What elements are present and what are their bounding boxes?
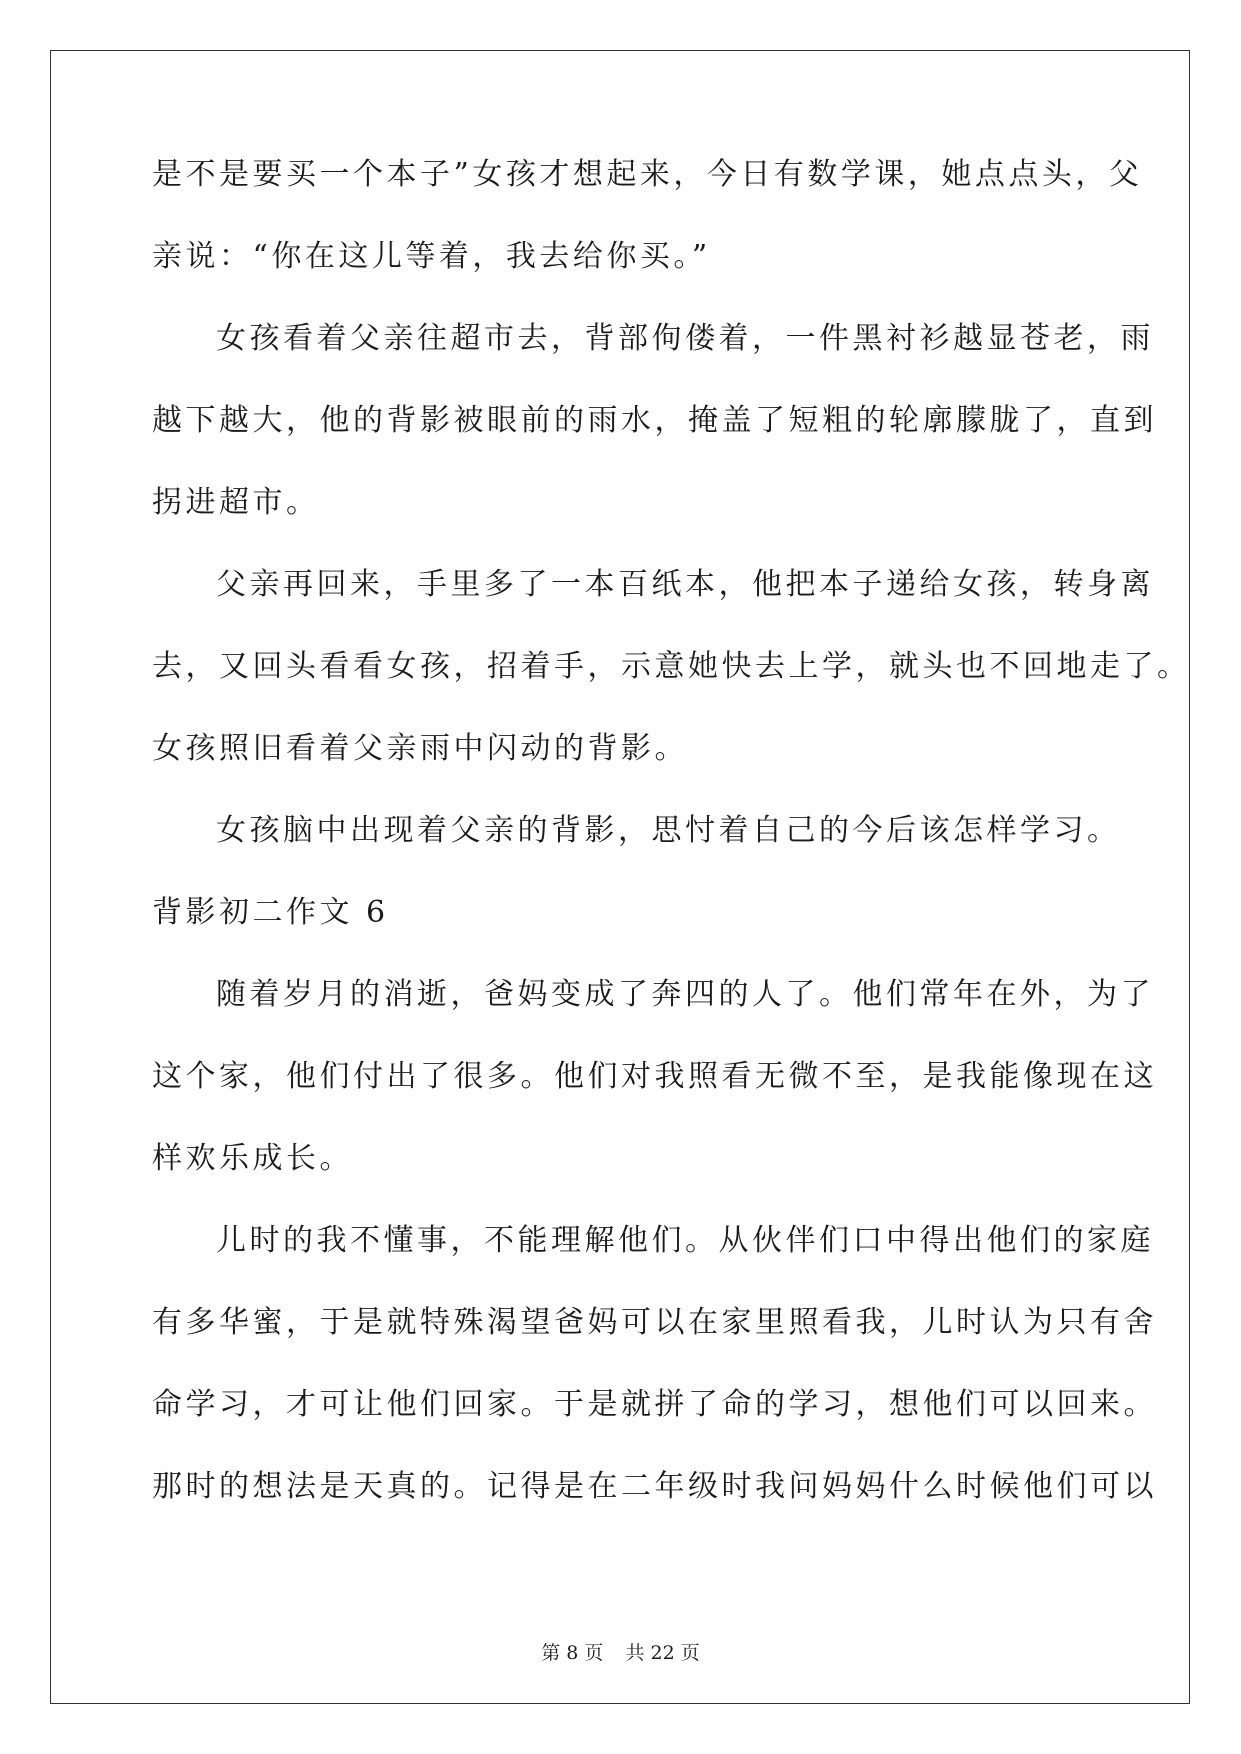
document-body (152, 157, 1191, 1554)
page-footer (0, 1638, 1241, 1665)
text-line: 那时的想法是天真的。记得是在二年级时我问妈妈什么时候他们可以 (152, 1469, 1157, 1504)
text-line: 儿时的我不懂事，不能理解他们。从伙伴们口中得出他们的家庭 (216, 1223, 1154, 1258)
text-line: 样欢乐成长。 (152, 1141, 353, 1176)
text-line: 亲说：“你在这儿等着，我去给你买。” (152, 239, 711, 274)
text-line: 女孩脑中出现着父亲的背影，思忖着自己的今后该怎样学习。 (216, 813, 1121, 848)
text-line: 女孩照旧看着父亲雨中闪动的背影。 (152, 731, 688, 766)
text-line: 是不是要买一个本子”女孩才想起来，今日有数学课，她点点头，父 (152, 157, 1143, 192)
text-line: 有多华蜜，于是就特殊渴望爸妈可以在家里照看我，儿时认为只有舍 (152, 1305, 1157, 1340)
text-line: 这个家，他们付出了很多。他们对我照看无微不至，是我能像现在这 (152, 1059, 1157, 1094)
text-line: 去，又回头看看女孩，招着手，示意她快去上学，就头也不回地走了。 (152, 649, 1191, 684)
text-line: 父亲再回来，手里多了一本百纸本，他把本子递给女孩，转身离 (216, 567, 1154, 602)
text-line: 随着岁月的消逝，爸妈变成了奔四的人了。他们常年在外，为了 (216, 977, 1154, 1012)
text-line: 命学习，才可让他们回家。于是就拼了命的学习，想他们可以回来。 (152, 1387, 1157, 1422)
text-line: 拐进超市。 (152, 485, 320, 520)
text-line: 越下越大，他的背影被眼前的雨水，掩盖了短粗的轮廓朦胧了，直到 (152, 403, 1157, 438)
section-heading: 背影初二作文 6 (152, 895, 389, 930)
text-line: 女孩看着父亲往超市去，背部佝偻着，一件黑衬衫越显苍老，雨 (216, 321, 1154, 356)
page-number: 第 8 页 (541, 1642, 604, 1664)
page-total: 共 22 页 (625, 1642, 700, 1664)
